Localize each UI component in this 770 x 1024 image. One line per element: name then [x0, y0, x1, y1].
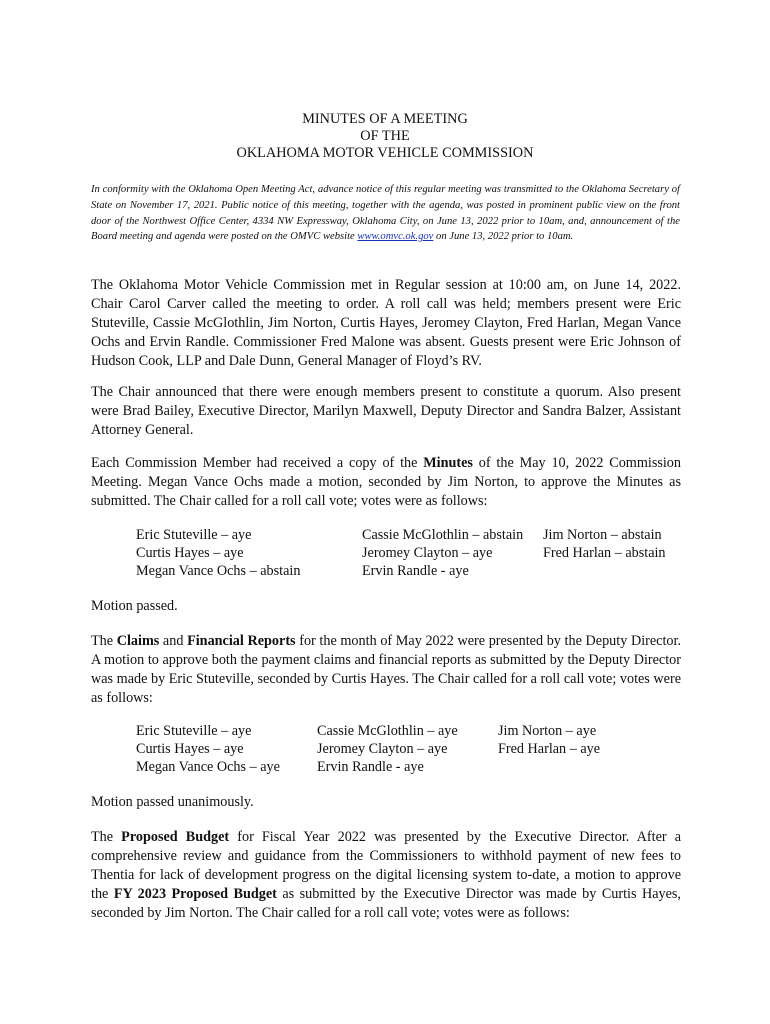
budget-text-3: as submitted by the Executive Director was made by Curtis Hayes, seconded by Jim Norton. The Chair called for a roll call vote; votes were as follows:	[91, 886, 681, 922]
vote-entry: Ervin Randle - aye	[317, 759, 424, 775]
title-line-1: MINUTES OF A MEETING	[302, 111, 468, 127]
budget-text-2: for Fiscal Year 2022 was presented by the Executive Director. After a comprehensive review and guidance from the Commissioners to withhold payment of new fees to Thentia for lack of development progress on the digital licensing system to-date, a motion to approve the	[91, 829, 681, 903]
omvc-website-link[interactable]: www.omvc.ok.gov	[357, 231, 434, 243]
notice-text: In conformity with the Oklahoma Open Meeting Act, advance notice of this regular meeting was transmitted to the Oklahoma Secretary of State on November 17, 2021. Public notice of this meeting, together with the agenda, was posted in prominent public view on the front door of the Northwest Office Center, 4334 NW Expressway, Oklahoma City, on June 13, 2022 prior to 10am, and, announcement of the Board meeting and agenda were posted on the OMVC website	[91, 184, 680, 243]
claims-text-1: The	[91, 633, 117, 649]
vote-entry: Jim Norton – abstain	[543, 527, 662, 543]
minutes-text-2: of the May 10, 2022 Commission Meeting. Megan Vance Ochs made a motion, seconded by Jim Norton, to approve the Minutes as submitted. The Chair called for a roll call vote; votes were as follows:	[91, 455, 681, 510]
document-title	[0, 111, 770, 162]
session-paragraph: The Oklahoma Motor Vehicle Commission met in Regular session at 10:00 am, on June 14, 2022. Chair Carol Carver called the meeting to order. A roll call was held; members present were Eric Stuteville, Cassie McGlothlin, Jim Norton, Curtis Hayes, Jeromey Clayton, Fred Harlan, Megan Vance Ochs and Ervin Randle. Commissioner Fred Malone was absent. Guests present were Eric Johnson of Hudson Cook, LLP and Dale Dunn, General Manager of Floyd’s RV.	[91, 277, 681, 370]
open-meeting-notice	[91, 182, 680, 245]
vote-entry: Jeromey Clayton – aye	[317, 741, 448, 757]
budget-paragraph	[91, 828, 681, 923]
vote-entry: Eric Stuteville – aye	[136, 527, 252, 543]
notice-text-end: on June 13, 2022 prior to 10am.	[433, 231, 574, 243]
vote-entry: Curtis Hayes – aye	[136, 545, 244, 561]
vote-entry: Ervin Randle - aye	[362, 563, 469, 579]
vote-entry: Fred Harlan – aye	[498, 741, 601, 757]
motion-result: Motion passed unanimously.	[91, 794, 254, 810]
claims-text-3: for the month of May 2022 were presented by the Deputy Director. A motion to approve both the payment claims and financial reports as submitted by the Deputy Director was made by Eric Stuteville, seconded by Curtis Hayes. The Chair called for a roll call vote; votes were as follows:	[91, 633, 681, 707]
minutes-paragraph	[91, 454, 681, 511]
vote-entry: Eric Stuteville – aye	[136, 723, 252, 739]
budget-bold: Proposed Budget	[121, 829, 230, 845]
vote-entry: Cassie McGlothlin – aye	[317, 723, 458, 739]
claims-text-2: and	[159, 633, 188, 649]
budget-text-1: The	[91, 829, 122, 845]
vote-entry: Megan Vance Ochs – aye	[136, 759, 280, 775]
fy2023-budget-bold: FY 2023 Proposed Budget	[113, 886, 277, 903]
vote-entry: Jeromey Clayton – aye	[362, 545, 493, 561]
title-line-2: OF THE	[360, 128, 410, 144]
vote-entry: Fred Harlan – abstain	[543, 545, 666, 561]
title-line-3: OKLAHOMA MOTOR VEHICLE COMMISSION	[236, 145, 534, 161]
minutes-text-1: Each Commission Member had received a copy of the	[91, 455, 424, 471]
quorum-paragraph: The Chair announced that there were enough members present to constitute a quorum. Also present were Brad Bailey, Executive Director, Marilyn Maxwell, Deputy Director and Sandra Balzer, Assistant Attorney General.	[91, 384, 681, 439]
vote-entry: Megan Vance Ochs – abstain	[136, 563, 301, 579]
vote-entry: Cassie McGlothlin – abstain	[362, 527, 524, 543]
vote-entry: Jim Norton – aye	[498, 723, 597, 739]
vote-entry: Curtis Hayes – aye	[136, 741, 244, 757]
claims-bold: Claims	[116, 633, 160, 649]
motion-result: Motion passed.	[91, 598, 178, 614]
minutes-bold: Minutes	[423, 455, 473, 471]
claims-paragraph	[91, 632, 681, 708]
financial-reports-bold: Financial Reports	[187, 633, 296, 649]
